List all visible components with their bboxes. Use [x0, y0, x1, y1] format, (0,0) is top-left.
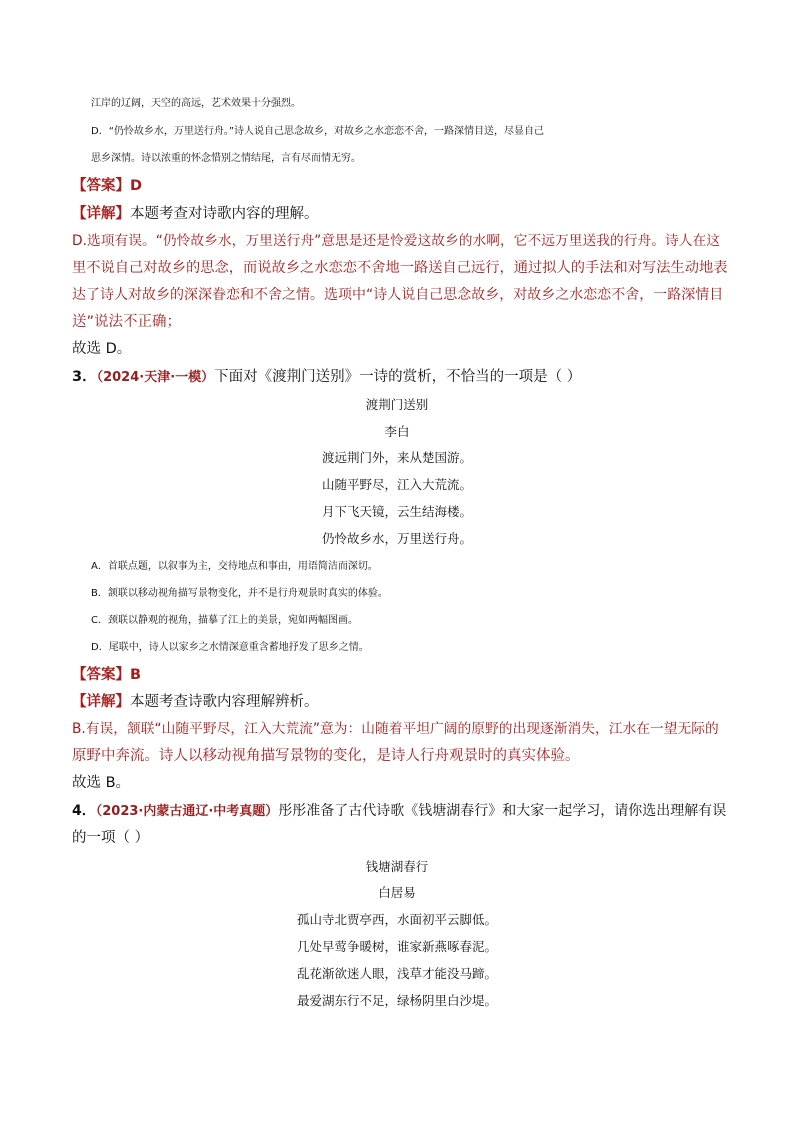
explanation-q2-line-3: 达了诗人对故乡的深深眷恋和不舍之情。选项中“诗人说自己思念故乡，对故乡之水恋恋不舍，一路深情目	[72, 287, 724, 303]
choose-q3: 故选 B。	[72, 775, 131, 791]
option-a: A．首联点题，以叙事为主，交待地点和事由，用语简洁而深切。	[91, 561, 378, 572]
poem-line: 仍怜故乡水，万里送行舟。	[321, 531, 472, 546]
detail-q2	[72, 204, 722, 224]
poem-line: 最爱湖东行不足，绿杨阴里白沙堤。	[296, 993, 497, 1008]
detail-text: 本题考查诗歌内容理解辨析。	[130, 694, 319, 710]
option-d-line-2: 思乡深情。诗以浓重的怀念惜别之情结尾，言有尽而情无穷。	[91, 153, 361, 164]
question-text: 彤彤准备了古代诗歌《钱塘湖春行》和大家一起学习，请你选出理解有误	[278, 803, 727, 819]
poem-line: 月下飞天镜，云生结海楼。	[321, 504, 472, 519]
detail-q3	[72, 692, 722, 712]
option-b: B．颔联以移动视角描写景物变化，并不是行舟观景时真实的体验。	[91, 588, 388, 599]
option-c: C．颈联以静观的视角，描摹了江上的美景，宛如两幅图画。	[91, 615, 358, 626]
question-source: （2023·内蒙古通辽·中考真题）	[95, 804, 279, 819]
explanation-q2-line-2: 里不说自己对故乡的思念，而说故乡之水恋恋不舍地一路送自己远行，通过拟人的手法和对写法生动地表	[72, 260, 728, 276]
poem-line: 乱花渐欲迷人眼，浅草才能没马蹄。	[296, 966, 497, 981]
question-4-line-1	[72, 801, 727, 822]
answer-q3: 【答案】B	[72, 667, 142, 683]
question-3	[72, 367, 722, 388]
poem-line: 渡远荆门外，来从楚国游。	[321, 450, 472, 465]
option-c-continuation: 江岸的辽阔，天空的高远，艺术效果十分强烈。	[91, 98, 301, 109]
question-source: （2024·天津·一模）	[96, 370, 215, 385]
question-number: 4．	[72, 803, 96, 819]
detail-text: 本题考查对诗歌内容的理解。	[130, 206, 319, 222]
option-d: D．尾联中，诗人以家乡之水情深意重含蓄地抒发了思乡之情。	[91, 642, 369, 653]
poem-title: 钱塘湖春行	[365, 859, 429, 874]
poem-title: 渡荆门送别	[365, 397, 429, 412]
explanation-q2-line-4: 送”说法不正确；	[72, 314, 182, 330]
poem-line: 山随平野尽，江入大荒流。	[321, 477, 472, 492]
poem-author: 李白	[384, 424, 410, 439]
poem-line: 几处早莺争暖树，谁家新燕啄春泥。	[296, 939, 497, 954]
answer-q2: 【答案】D	[72, 178, 143, 194]
question-text: 下面对《渡荆门送别》一诗的赏析，不恰当的一项是（ ）	[214, 369, 582, 385]
option-d-line-1: D．“仍怜故乡水，万里送行舟。”诗人说自己思念故乡，对故乡之水恋恋不舍，一路深情目送，尽显自己	[91, 126, 545, 137]
detail-tag: 【详解】	[72, 206, 130, 222]
poem-author: 白居易	[378, 885, 416, 900]
poem-line: 孤山寺北贾亭西，水面初平云脚低。	[296, 912, 497, 927]
explanation-q3-line-2: 原野中奔流。诗人以移动视角描写景物的变化，是诗人行舟观景时的真实体验。	[72, 748, 580, 764]
explanation-q2-line-1: D.选项有误。“仍怜故乡水，万里送行舟”意思是还是怜爱这故乡的水啊，它不远万里送我的行舟。诗人在这	[72, 233, 720, 249]
explanation-q3-line-1: B.有误，颔联“山随平野尽，江入大荒流”意为：山随着平坦广阔的原野的出现逐渐消失，江水在一望无际的	[72, 721, 719, 737]
choose-q2: 故选 D。	[72, 341, 132, 357]
question-4-line-2: 的一项（ ）	[72, 830, 150, 846]
detail-tag: 【详解】	[72, 694, 130, 710]
question-number: 3．	[72, 369, 97, 385]
